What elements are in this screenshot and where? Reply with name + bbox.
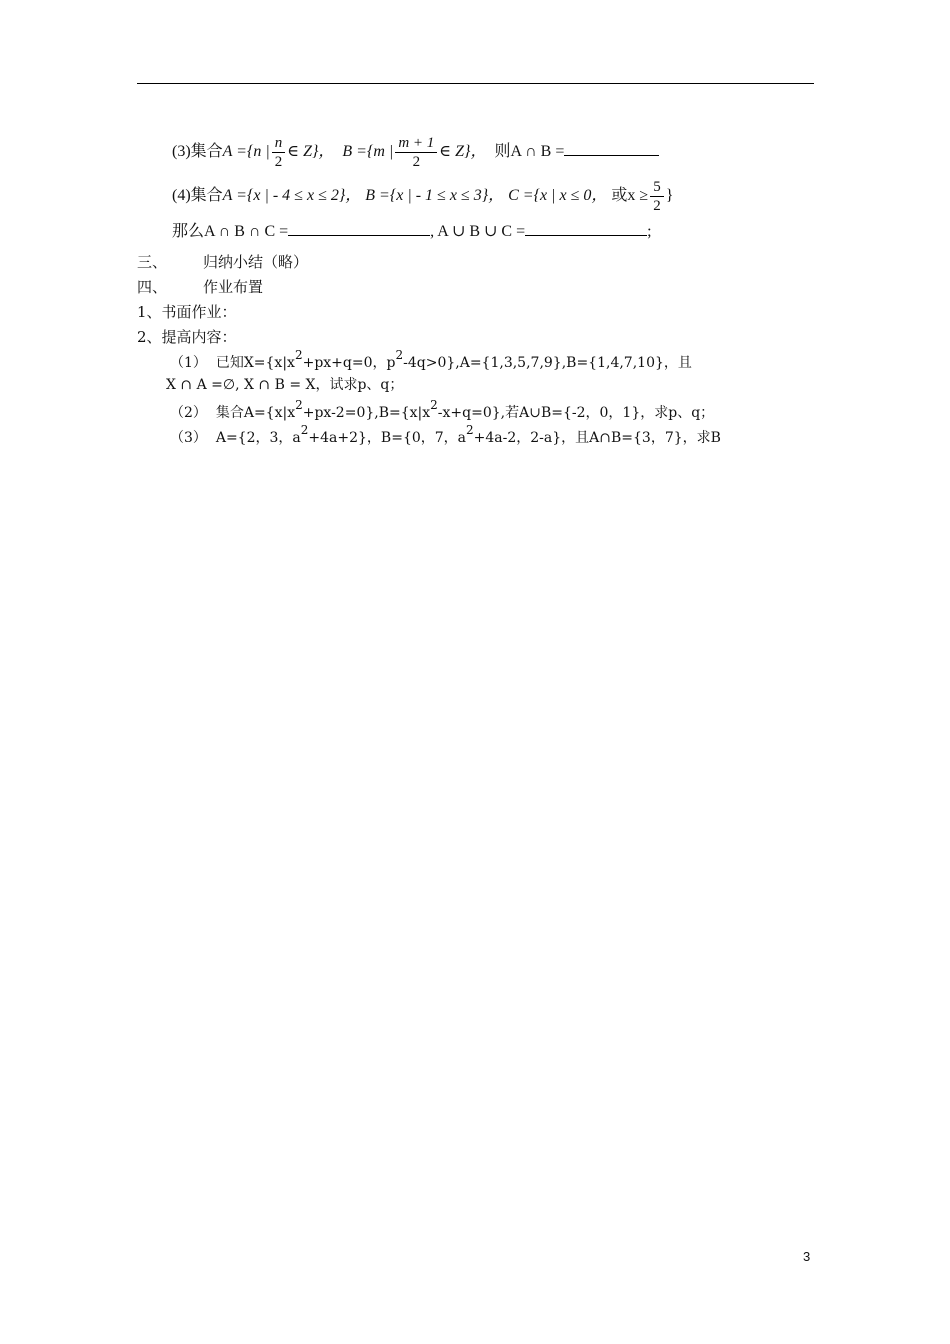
q4-label: (4)集合 — [172, 187, 223, 205]
q3-set-a: A ={n | — [222, 143, 270, 161]
header-rule — [137, 83, 814, 84]
q3-fraction-n: $\frac{n}{2}$ — [272, 134, 286, 171]
section-4-number: 四、 — [137, 278, 168, 296]
q3-label: (3)集合 — [172, 143, 223, 161]
homework-item-1: 1、书面作业： — [137, 303, 237, 321]
section-4-title: 作业布置 — [203, 278, 264, 296]
q3-fraction-m: $\frac{m + 1}{2}$ — [395, 134, 437, 171]
q3-set-b: B ={m | — [342, 143, 394, 161]
problem-3: （3） A={2，3，$a^2+4a+2$}，B={0，7，$a^2+4a-2$，2-a}，且A∩B={3，7}，求B — [170, 423, 721, 446]
question-4-line-2: 那么A ∩ B ∩ C = , A ∪ B ∪ C = ; — [172, 223, 652, 240]
section-3-title: 归纳小结（略） — [203, 253, 309, 271]
q4-intersection-blank[interactable] — [288, 221, 430, 236]
page-number: 3 — [803, 1249, 811, 1264]
q3-answer-blank[interactable] — [564, 141, 659, 156]
q4-fraction: $\frac{5}{2}$ — [650, 178, 664, 215]
problem-2: （2） 集合$A=\{x|x^2+px-2=0\},B=\{x|x^2-x+q=0\}$,若A∪B={-2，0，1}，求p、q； — [170, 398, 715, 421]
problem-1-line-2: X ∩ A =∅, X ∩ B = X，试求p、q； — [166, 377, 404, 393]
section-3-number: 三、 — [137, 253, 168, 271]
question-3: (3)集合A ={n | $\frac{n}{2}$ ∈ Z}， B ={m | $\frac{m + 1}{2}$ ∈ Z}， 则A ∩ B = — [172, 134, 659, 171]
q3-intersection: 则A ∩ B = — [494, 143, 565, 161]
question-4: (4)集合A ={x | - 4 ≤ x ≤ 2}， B ={x | - 1 ≤ x ≤ 3}， C ={x | x ≤ 0， 或x ≥ $\frac{5}{2}$ } — [172, 179, 674, 214]
q4-union-blank[interactable] — [525, 221, 647, 236]
homework-item-2: 2、提高内容： — [137, 328, 237, 346]
problem-1: （1） 已知$X=\{x|x^2+px+q=0$，$p^2-4q>0\},A=\{1,3,5,7,9\},B=\{1,4,7,10\}$，且 — [170, 348, 692, 371]
